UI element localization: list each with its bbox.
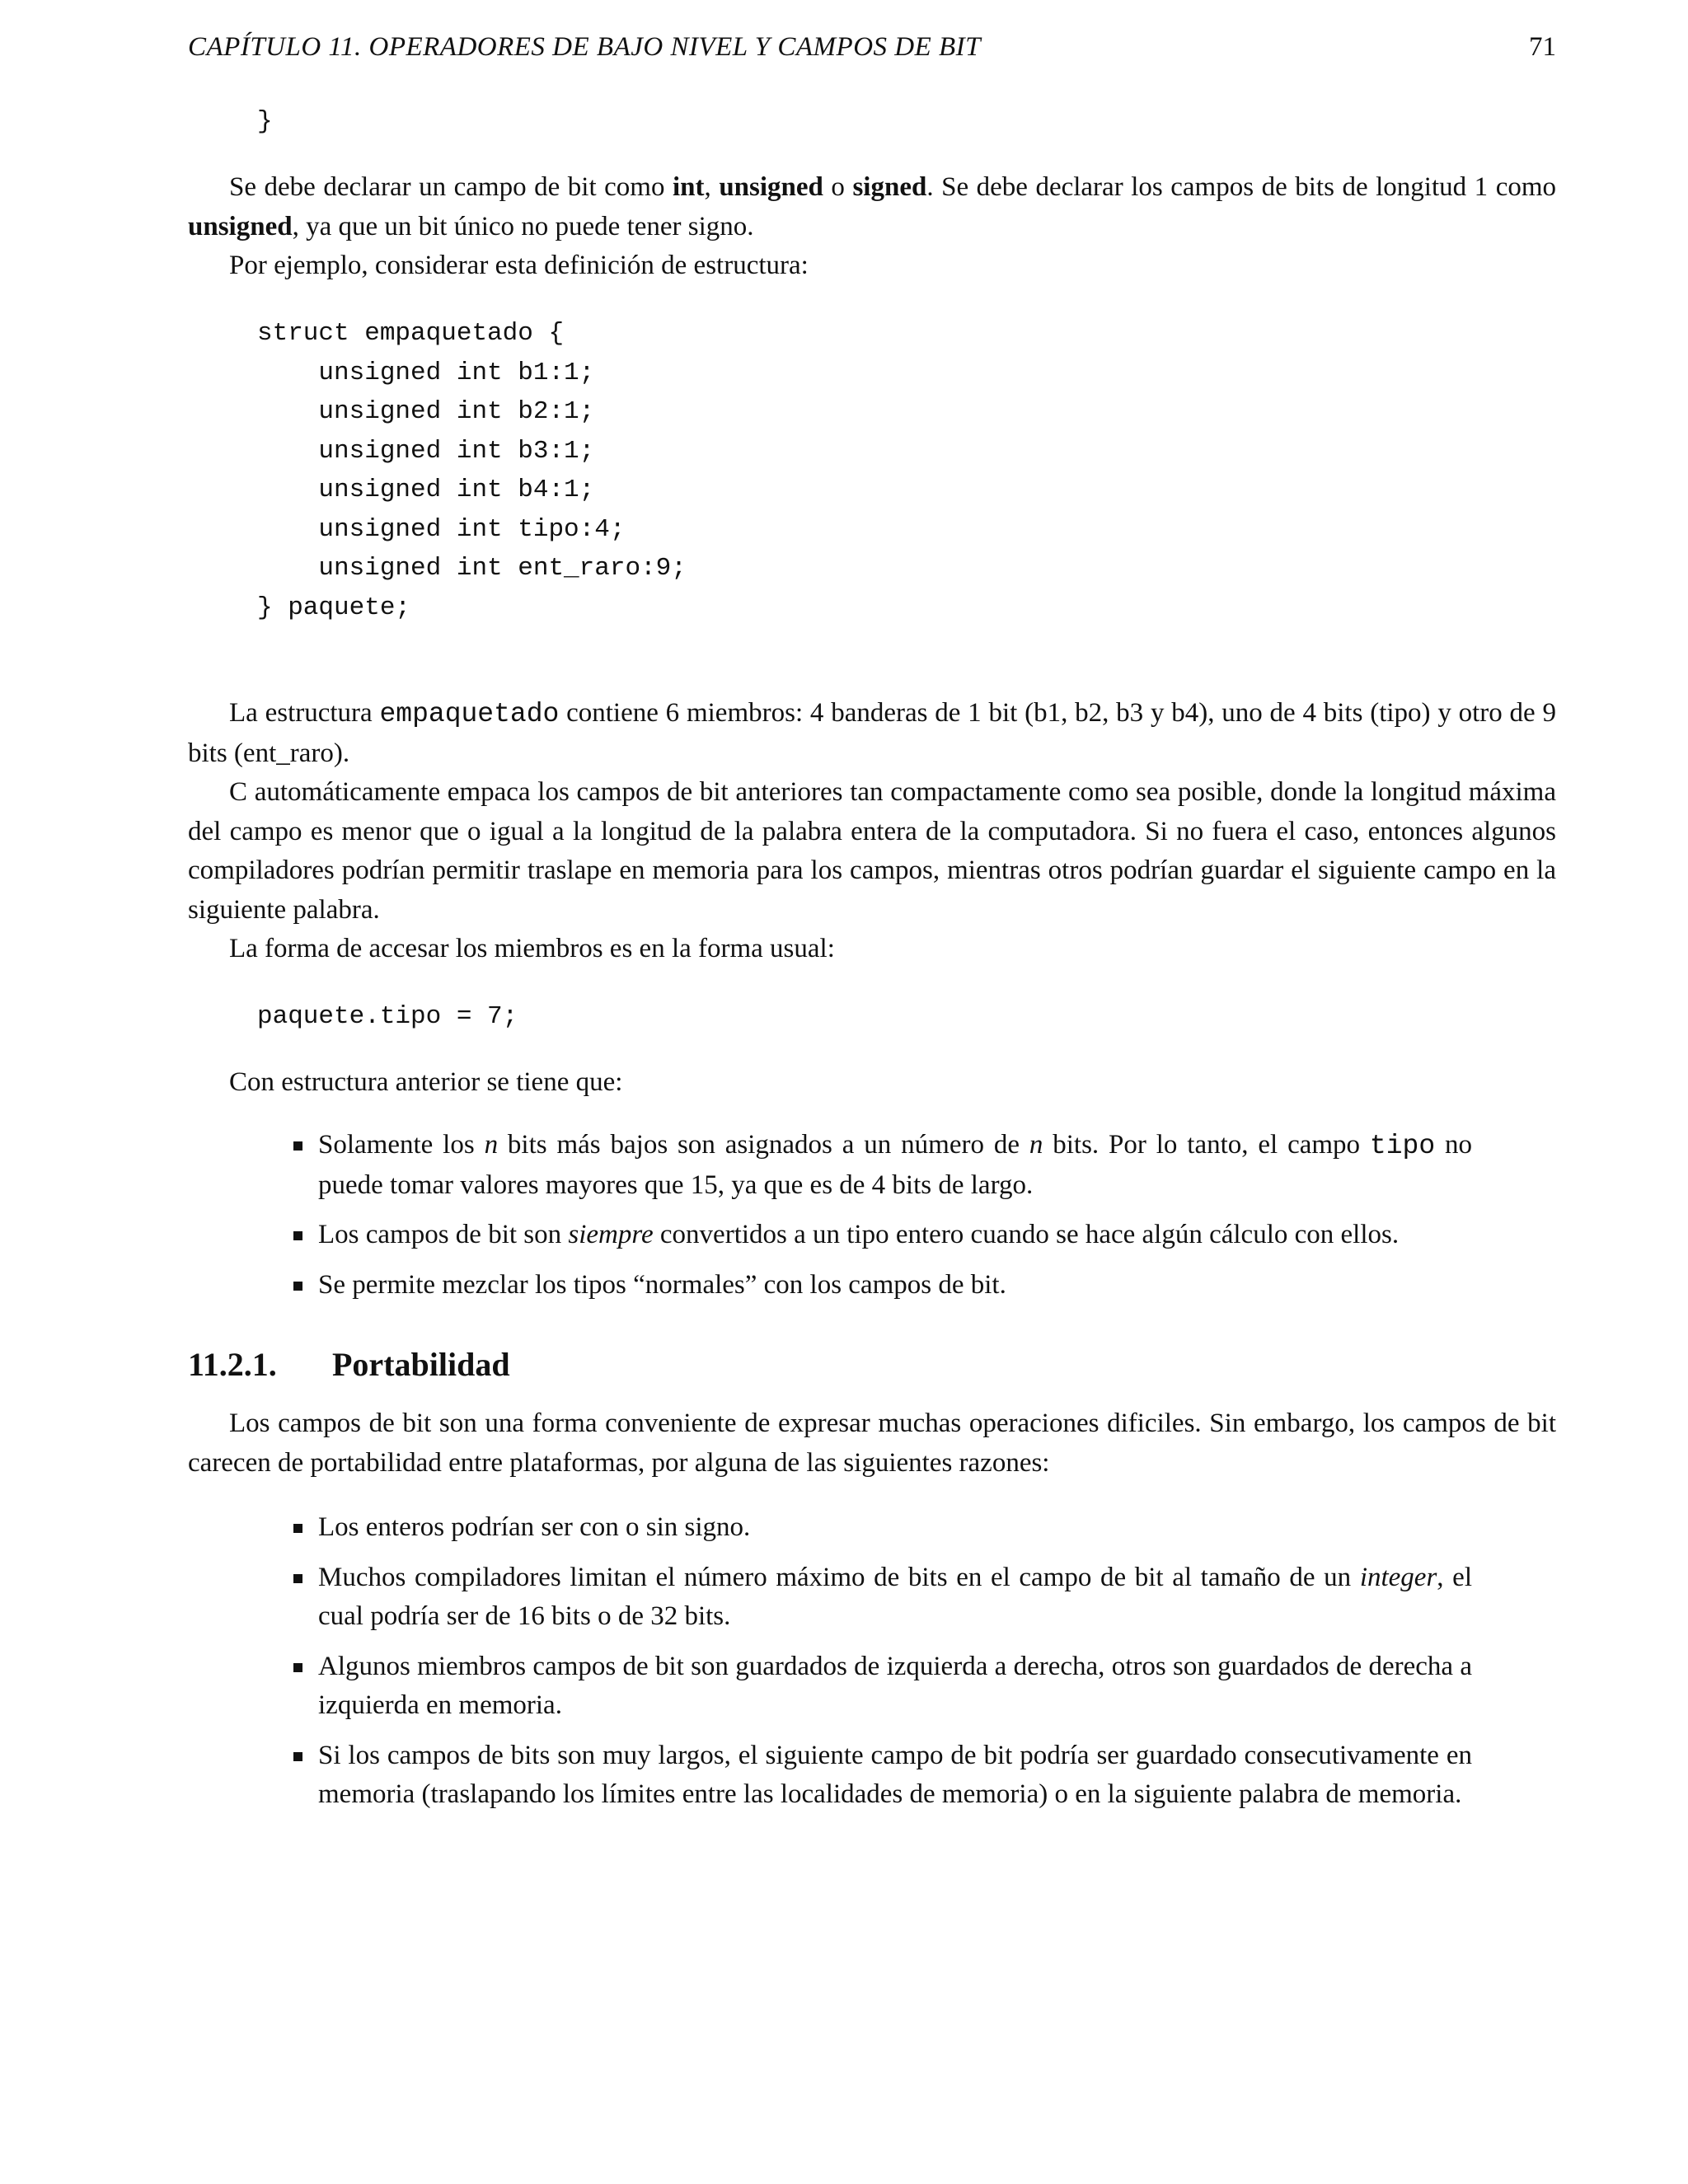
code-line: paquete.tipo = 7;: [257, 1002, 518, 1031]
text-block-consequences: [188, 1063, 1556, 1103]
paragraph-packing: C automáticamente empaca los campos de bit anteriores tan compactamente como sea posible, donde la longitud máxima del campo es menor que o igual a la longitud de la palabra entera de la computadora. Si no fuera el caso, entonces algunos compiladores podrían permitir traslape en memoria para los campos, mientras otros podrían guardar el siguiente campo en la siguiente palabra.: [188, 777, 1556, 925]
bullet-square-icon: [293, 1141, 302, 1151]
code-line: } paquete;: [257, 593, 411, 622]
text-run: , el cual podría ser de 16 bits o de 32 bits.: [318, 1562, 1472, 1631]
emphasis: integer: [1359, 1562, 1437, 1592]
text-run: ,: [704, 172, 720, 202]
code-line: unsigned int b2:1;: [257, 397, 595, 426]
code-line: struct empaquetado {: [257, 319, 565, 348]
text-run: La estructura: [229, 698, 380, 728]
list-item: [293, 1736, 1472, 1815]
running-header: [188, 26, 1556, 68]
section-title: Portabilidad: [332, 1346, 510, 1383]
list-item: [293, 1647, 1472, 1726]
text-run: o: [823, 172, 853, 202]
bullet-list-portability: [293, 1508, 1472, 1825]
inline-code: empaquetado: [379, 699, 560, 729]
math-variable: n: [484, 1130, 499, 1160]
text-run: convertidos a un tipo entero cuando se hace algún cálculo con ellos.: [653, 1220, 1400, 1249]
paragraph-field-declaration: [188, 168, 1556, 246]
paragraph-struct-members: [188, 694, 1556, 773]
list-item: [293, 1508, 1472, 1548]
code-assignment: [257, 997, 518, 1037]
paragraph-access-intro: La forma de accesar los miembros es en la forma usual:: [229, 934, 835, 963]
text-block-intro: [188, 168, 1556, 286]
text-run: Algunos miembros campos de bit son guardados de izquierda a derecha, otros son guardados de derecha a izquierda en memoria.: [318, 1651, 1472, 1720]
text-run: bits. Por lo tanto, el campo: [1043, 1130, 1370, 1160]
list-item: [293, 1126, 1472, 1205]
paragraph-portability-intro: Los campos de bit son una forma conveniente de expresar muchas operaciones dificiles. Sin embargo, los campos de bit carecen de portabilidad entre plataformas, por alguna de las siguientes razones:: [188, 1408, 1556, 1478]
text-run: Si los campos de bits son muy largos, el siguiente campo de bit podría ser guardado consecutivamente en memoria (traslapando los límites entre las localidades de memoria) o en la siguiente palabra de memoria.: [318, 1740, 1472, 1809]
code-line: unsigned int tipo:4;: [257, 514, 626, 544]
keyword-int: int: [673, 172, 705, 202]
text-run: . Se debe declarar los campos de bits de longitud 1 como: [926, 172, 1557, 202]
code-line: unsigned int ent_raro:9;: [257, 554, 687, 583]
text-run: Muchos compiladores limitan el número máximo de bits en el campo de bit al tamaño de un: [318, 1562, 1360, 1592]
text-run: bits más bajos son asignados a un número de: [498, 1130, 1029, 1160]
code-struct-definition: [257, 314, 687, 627]
emphasis: siempre: [568, 1220, 654, 1249]
text-run: , ya que un bit único no puede tener signo.: [292, 211, 754, 241]
text-block-struct-explanation: [188, 694, 1556, 969]
text-run: Solamente los: [318, 1130, 485, 1160]
text-run: Los campos de bit son: [318, 1220, 569, 1249]
code-line: }: [257, 107, 273, 136]
code-line: unsigned int b1:1;: [257, 358, 595, 387]
list-item: [293, 1216, 1472, 1255]
math-variable: n: [1029, 1130, 1043, 1160]
text-run: Los enteros podrían ser con o sin signo.: [318, 1512, 751, 1542]
bullet-square-icon: [293, 1663, 302, 1672]
text-run: no puede tomar valores mayores que 15, ya que es de 4 bits de largo.: [318, 1130, 1473, 1200]
bullet-list-consequences: [293, 1126, 1472, 1315]
section-heading: [188, 1342, 510, 1388]
text-block-portability: [188, 1404, 1556, 1483]
code-closing-brace: [257, 102, 273, 142]
list-item: [293, 1266, 1472, 1305]
paragraph-example-intro: Por ejemplo, considerar esta definición de estructura:: [229, 251, 809, 280]
text-run: Se debe declarar un campo de bit como: [229, 172, 673, 202]
list-item: [293, 1558, 1472, 1637]
keyword-signed: signed: [852, 172, 927, 202]
paragraph-consequences-intro: Con estructura anterior se tiene que:: [229, 1067, 623, 1097]
section-number: 11.2.1.: [188, 1346, 277, 1383]
running-title: CAPÍTULO 11. OPERADORES DE BAJO NIVEL Y CAMPOS DE BIT: [188, 32, 982, 62]
bullet-square-icon: [293, 1574, 302, 1583]
bullet-square-icon: [293, 1231, 302, 1240]
text-run: contiene 6 miembros: 4 banderas de 1 bit (b1, b2, b3 y b4), uno de 4 bits (tipo) y otro de 9 bits (ent_raro).: [188, 698, 1556, 768]
bullet-square-icon: [293, 1282, 302, 1291]
bullet-square-icon: [293, 1752, 302, 1761]
code-line: unsigned int b4:1;: [257, 476, 595, 504]
bullet-square-icon: [293, 1524, 302, 1533]
inline-code: tipo: [1369, 1131, 1436, 1161]
text-run: Se permite mezclar los tipos “normales” con los campos de bit.: [318, 1269, 1006, 1300]
code-line: unsigned int b3:1;: [257, 436, 595, 466]
keyword-unsigned: unsigned: [719, 172, 823, 202]
keyword-unsigned: unsigned: [188, 211, 293, 241]
page-number: 71: [1529, 32, 1556, 62]
